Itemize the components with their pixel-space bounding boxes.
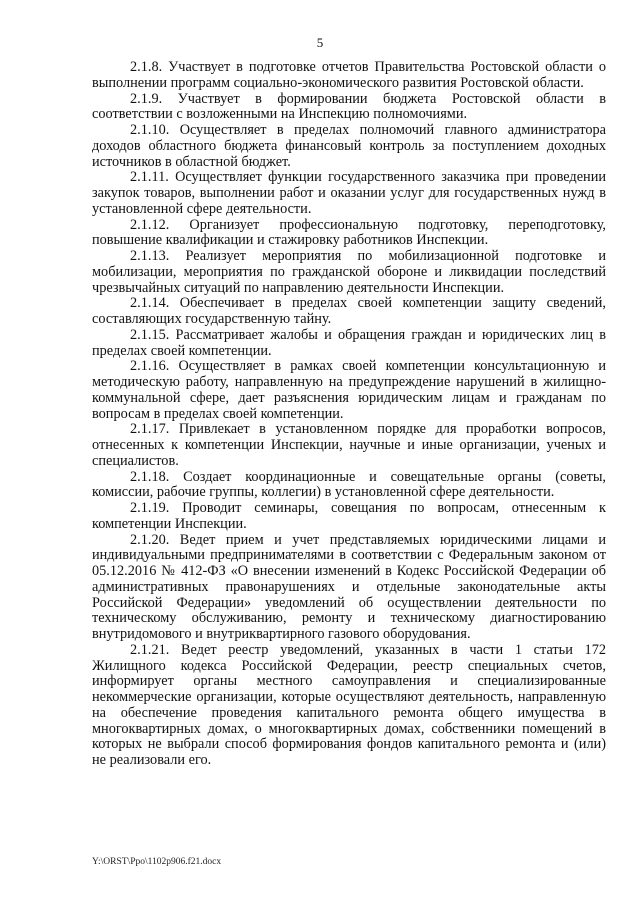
paragraph-2-1-9: 2.1.9. Участвует в формировании бюджета Ростовской области в соответствии с возложенными на Инспекцию полномочиями. [92,90,606,123]
paragraph-2-1-14: 2.1.14. Обеспечивает в пределах своей компетенции защиту сведений, составляющих государственную тайну. [92,295,606,327]
paragraph-2-1-11: 2.1.11. Осуществляет функции государственного заказчика при проведении закупок товаров, выполнении работ и оказании услуг для государственных нужд в установленной сфере деятельности. [92,169,606,217]
paragraph-2-1-15: 2.1.15. Рассматривает жалобы и обращения граждан и юридических лиц в пределах своей компетенции. [92,326,606,359]
paragraph-2-1-18: 2.1.18. Создает координационные и совещательные органы (советы, комиссии, рабочие группы, коллегии) в установленной сфере деятельности. [92,468,606,501]
document-body [92,60,606,769]
paragraph-2-1-21: 2.1.21. Ведет реестр уведомлений, указанных в части 1 статьи 172 Жилищного кодекса Российской Федерации, реестр специальных счетов, информирует органы местного самоуправления и специализированные некоммерческие организации, которые осуществляют деятельность, направленную на обеспечение проведения капитального ремонта общего имущества в многоквартирных домах, о многоквартирных домах, собственники помещений в которых не выбрали способ формирования фондов капитального ремонта и (или) не реализовали его. [92,641,606,768]
paragraph-2-1-20: 2.1.20. Ведет прием и учет представляемых юридическими лицами и индивидуальными предпринимателями в соответствии с Федеральным законом от 05.12.2016 № 412-ФЗ «О внесении изменений в Кодекс Российской Федерации об административных правонарушениях и отдельные законодательные акты Российской Федерации» уведомлений об осуществлении деятельности по техническому обслуживанию, ремонту и техническому диагностированию внутридомового и внутриквартирного газового оборудования. [92,531,606,642]
paragraph-2-1-19: 2.1.19. Проводит семинары, совещания по вопросам, отнесенным к компетенции Инспекции. [92,500,606,532]
page-number: 5 [316,35,324,50]
paragraph-2-1-8: 2.1.8. Участвует в подготовке отчетов Правительства Ростовской области о выполнении программ социально-экономического развития Ростовской области. [92,59,606,91]
footer-file-path: Y:\ORST\Ppo\1102p906.f21.docx [92,857,222,867]
paragraph-2-1-17: 2.1.17. Привлекает в установленном порядке для проработки вопросов, отнесенных к компетенции Инспекции, научные и иные организации, ученых и специалистов. [92,421,606,469]
paragraph-2-1-12: 2.1.12. Организует профессиональную подготовку, переподготовку, повышение квалификации и стажировку работников Инспекции. [92,216,606,249]
paragraph-2-1-10: 2.1.10. Осуществляет в пределах полномочий главного администратора доходов областного бюджета финансовый контроль за поступлением доходных источников в областной бюджет. [92,122,606,170]
paragraph-2-1-16: 2.1.16. Осуществляет в рамках своей компетенции консультационную и методическую работу, направленную на предупреждение нарушений в жилищно-коммунальной сфере, дает разъяснения юридическим лицам и гражданам по вопросам в пределах своей компетенции. [92,358,606,422]
paragraph-2-1-13: 2.1.13. Реализует мероприятия по мобилизационной подготовке и мобилизации, мероприятия по гражданской обороне и ликвидации последствий чрезвычайных ситуаций по направлению деятельности Инспекции. [92,248,606,296]
